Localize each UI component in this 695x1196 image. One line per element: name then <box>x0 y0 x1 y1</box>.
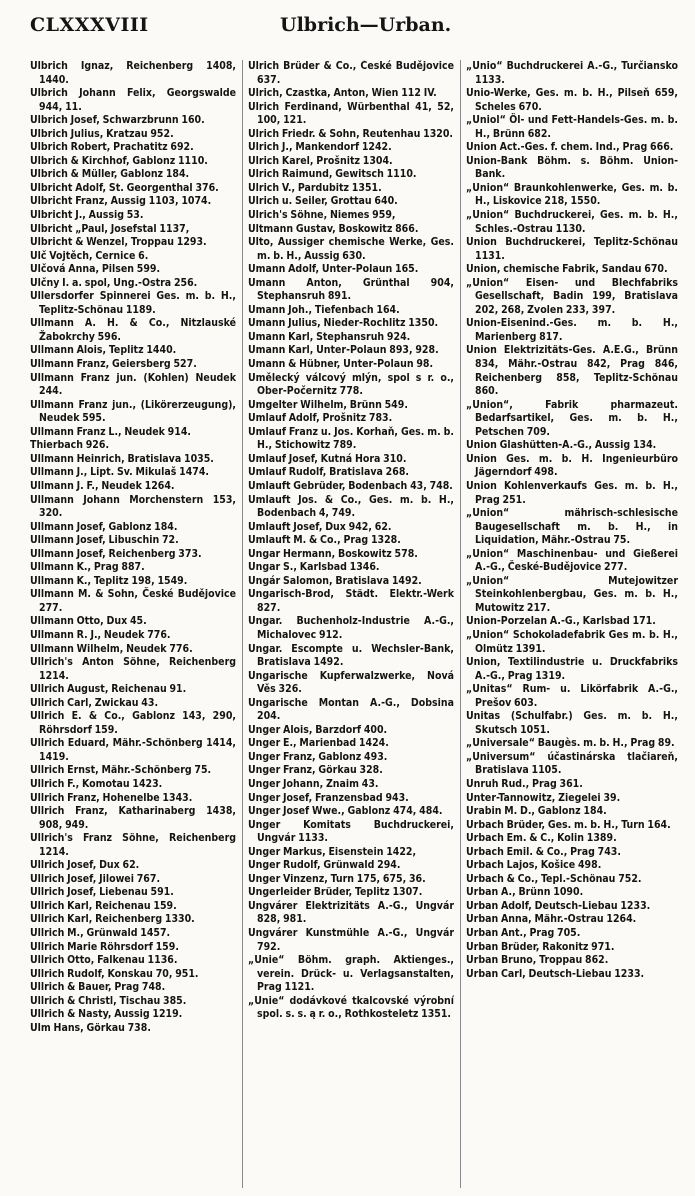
directory-entry: Ungar S., Karlsbad 1346. <box>248 561 380 574</box>
directory-entry: Ultmann Gustav, Boskowitz 866. <box>248 222 419 235</box>
directory-entry: „Union“ Maschinenbau- und Gießerei A.-G., České-Budějovice 277. <box>466 547 678 574</box>
directory-entry: Ullrich Karl, Reichenau 159. <box>30 899 177 912</box>
directory-entry: Umann Julius, Nieder-Rochlitz 1350. <box>248 317 439 330</box>
directory-entry: Ulbrich Julius, Kratzau 952. <box>30 127 174 140</box>
directory-entry: Ulrich's Söhne, Niemes 959, <box>248 209 396 222</box>
directory-entry: Ulrich u. Seiler, Grottau 640. <box>248 195 398 208</box>
directory-entry: Union-Porzelan A.-G., Karlsbad 171. <box>466 615 656 628</box>
directory-entry: Ulbrich Josef, Schwarzbrunn 160. <box>30 114 205 127</box>
directory-entry: Ullrich E. & Co., Gablonz 143, 290, Röhrsdorf 159. <box>30 710 236 736</box>
directory-entry: Ungarische Montan A.-G., Dobsina 204. <box>248 696 454 723</box>
directory-entry: „Union“ Braunkohlenwerke, Ges. m. b. H., Liskovice 218, 1550. <box>466 181 678 208</box>
directory-entry: Ulrich Ferdinand, Würbenthal 41, 52, 100, 121. <box>248 100 454 127</box>
directory-entry: Umann & Hübner, Unter-Polaun 98. <box>248 358 434 371</box>
directory-entry: Ullrich Eduard, Mähr.-Schönberg 1414, 1419. <box>30 737 236 763</box>
directory-entry: „Universum“ účastinárska tlačiareň, Bratislava 1105. <box>466 750 678 777</box>
directory-entry: Ullmann Otto, Dux 45. <box>30 615 147 628</box>
column-divider <box>242 60 243 1188</box>
directory-entry: Ulbrich Johann Felix, Georgswalde 944, 11. <box>30 87 236 113</box>
directory-entry: Ulbricht Franz, Aussig 1103, 1074. <box>30 195 212 208</box>
directory-entry: Union Buchdruckerei, Teplitz-Schönau 1131. <box>466 236 678 262</box>
directory-entry: Unger Alois, Barzdorf 400. <box>248 723 388 736</box>
directory-entry: Union-Bank Böhm. s. Böhm. Union-Bank. <box>466 154 678 181</box>
directory-entry: Umgelter Wilhelm, Brünn 549. <box>248 398 408 411</box>
directory-entry: Urban Adolf, Deutsch-Liebau 1233. <box>466 899 651 912</box>
directory-entry: „Unitas“ Rum- u. Likörfabrik A.-G., Prešov 603. <box>466 683 678 709</box>
directory-entry: Ulč Vojtěch, Cernice 6. <box>30 249 149 262</box>
directory-entry: Ullmann Heinrich, Bratislava 1035. <box>30 452 214 465</box>
directory-entry: Unter-Tannowitz, Ziegelei 39. <box>466 791 621 804</box>
directory-entry: Urban A., Brünn 1090. <box>466 886 584 899</box>
directory-entry: Ulčny I. a. spol, Ung.-Ostra 256. <box>30 276 198 289</box>
directory-entry: Umělecký válcový mlýn, spol s r. o., Ober-Počernitz 778. <box>248 371 454 398</box>
directory-entry: Union Elektrizitäts-Ges. A.E.G., Brünn 834, Mähr.-Ostrau 842, Prag 846, Reichenberg 858, Teplitz-Schönau 860. <box>466 344 678 398</box>
directory-entry: Ulm Hans, Görkau 738. <box>30 1021 151 1034</box>
directory-entry: Ullrich August, Reichenau 91. <box>30 683 187 696</box>
directory-entry: Ullrich F., Komotau 1423. <box>30 777 163 790</box>
directory-entry: Ungvárer Elektrizitäts A.-G., Ungvár 828, 981. <box>248 899 454 926</box>
directory-entry: Umann Karl, Stephansruh 924. <box>248 330 411 343</box>
directory-entry: Urbach & Co., Tepl.-Schönau 752. <box>466 872 642 885</box>
directory-entry: Unger Josef Wwe., Gablonz 474, 484. <box>248 805 443 818</box>
directory-entry: „Union“ Buchdruckerei, Ges. m. b. H., Schles.-Ostrau 1130. <box>466 209 678 235</box>
directory-entry: Union-Eisenind.-Ges. m. b. H., Marienberg 817. <box>466 317 678 343</box>
directory-entry: Unio-Werke, Ges. m. b. H., Pilseň 659, Scheles 670. <box>466 87 678 113</box>
directory-entry: Ullrich's Franz Söhne, Reichenberg 1214. <box>30 832 236 858</box>
directory-entry: Ullmann J., Lipt. Sv. Mikulaš 1474. <box>30 466 210 479</box>
directory-entry: Ullmann Franz, Geiersberg 527. <box>30 358 197 371</box>
directory-entry: Urban Bruno, Troppau 862. <box>466 954 609 967</box>
directory-entry: Ungar. Buchenholz-Industrie A.-G., Michalovec 912. <box>248 615 454 641</box>
directory-entry: Umlauft Gebrüder, Bodenbach 43, 748. <box>248 479 453 492</box>
directory-entry: Thierbach 926. <box>30 439 110 452</box>
directory-entry: Urbach Em. & C., Kolin 1389. <box>466 832 617 845</box>
page-title: Ulbrich—Urban. <box>280 14 452 36</box>
directory-entry: Union Act.-Ges. f. chem. Ind., Prag 666. <box>466 141 674 154</box>
directory-entry: Ullrich Josef, Jilowei 767. <box>30 872 161 885</box>
directory-entry: Ungvárer Kunstmühle A.-G., Ungvár 792. <box>248 927 454 953</box>
directory-entry: Urbach Lajos, Košice 498. <box>466 859 602 872</box>
directory-entry: Ulbrich Ignaz, Reichenberg 1408, 1440. <box>30 60 236 86</box>
directory-entry: Ungar. Escompte u. Wechsler-Bank, Bratislava 1492. <box>248 642 454 669</box>
directory-entry: Unger Rudolf, Grünwald 294. <box>248 859 401 872</box>
directory-entry: Ungár Salomon, Bratislava 1492. <box>248 574 422 587</box>
directory-entry: Umlauf Franz u. Jos. Korhaň, Ges. m. b. H., Stichowitz 789. <box>248 425 454 452</box>
directory-entry: Union Ges. m. b. H. Ingenieurbüro Jägerndorf 498. <box>466 452 678 479</box>
directory-entry: Ullmann M. & Sohn, České Budějovice 277. <box>30 588 236 614</box>
directory-entry: Ullrich & Nasty, Aussig 1219. <box>30 1008 183 1021</box>
directory-entry: Umlauf Rudolf, Bratislava 268. <box>248 466 409 479</box>
directory-entry: Union, chemische Fabrik, Sandau 670. <box>466 263 668 276</box>
directory-entry: Umlauf Josef, Kutná Hora 310. <box>248 452 407 465</box>
directory-entry: Umlauft M. & Co., Prag 1328. <box>248 534 401 547</box>
directory-entry: Ullrich Josef, Liebenau 591. <box>30 886 174 899</box>
directory-entry: Ullrich Rudolf, Konskau 70, 951. <box>30 967 199 980</box>
directory-entry: Unger Markus, Eisenstein 1422, <box>248 845 417 858</box>
directory-entry: Ullmann Johann Morchenstern 153, 320. <box>30 493 236 520</box>
directory-entry: Union Glashütten-A.-G., Aussig 134. <box>466 439 657 452</box>
page-header <box>0 0 695 56</box>
directory-entry: Ulbrich & Kirchhof, Gablonz 1110. <box>30 154 208 167</box>
directory-entry: Urban Ant., Prag 705. <box>466 927 581 939</box>
directory-entry: Ullmann K., Teplitz 198, 1549. <box>30 574 188 587</box>
directory-entry: Ulbricht Adolf, St. Georgenthal 376. <box>30 181 219 194</box>
directory-entry: Urabin M. D., Gablonz 184. <box>466 805 607 818</box>
directory-entry: Ullrich Ernst, Mähr.-Schönberg 75. <box>30 764 212 777</box>
directory-entry: Unger Josef, Franzensbad 943. <box>248 791 409 804</box>
directory-entry: Umann Adolf, Unter-Polaun 165. <box>248 263 419 276</box>
directory-entry: Ullmann K., Prag 887. <box>30 561 145 574</box>
directory-entry: Ullersdorfer Spinnerei Ges. m. b. H., Teplitz-Schönau 1189. <box>30 290 236 316</box>
directory-entry: „Union“ Mutejowitzer Steinkohlenbergbau, Ges. m. b. H., Mutowitz 217. <box>466 574 678 614</box>
directory-entry: Umlauft Jos. & Co., Ges. m. b. H., Bodenbach 4, 749. <box>248 493 454 520</box>
directory-entry: Ullmann Franz L., Neudek 914. <box>30 425 191 438</box>
directory-entry: Umann Joh., Tiefenbach 164. <box>248 303 400 316</box>
directory-entry: Ullmann Josef, Gablonz 184. <box>30 520 178 533</box>
directory-entry: Ullrich M., Grünwald 1457. <box>30 927 171 939</box>
directory-entry: Ulbrich Robert, Prachatitz 692. <box>30 141 194 154</box>
directory-entry: Ungarisch-Brod, Städt. Elektr.-Werk 827. <box>248 588 454 614</box>
directory-entry: „Union“, Fabrik pharmazeut. Bedarfsartikel, Ges. m. b. H., Petschen 709. <box>466 398 678 438</box>
directory-entry: Urbach Brüder, Ges. m. b. H., Turn 164. <box>466 818 671 831</box>
directory-entry: Ullrich Josef, Dux 62. <box>30 859 140 872</box>
directory-entry: „Universale“ Baugès. m. b. H., Prag 89. <box>466 737 675 750</box>
directory-entry: Ullrich Franz, Hohenelbe 1343. <box>30 791 193 804</box>
directory-entry: Unruh Rud., Prag 361. <box>466 777 583 790</box>
directory-entry: Urban Anna, Mähr.-Ostrau 1264. <box>466 913 637 926</box>
directory-entry: Ulčová Anna, Pilsen 599. <box>30 263 161 276</box>
column-2 <box>248 60 454 1188</box>
directory-entry: Ullmann Wilhelm, Neudek 776. <box>30 642 193 655</box>
directory-entry: Ullrich & Bauer, Prag 748. <box>30 981 166 994</box>
directory-entry: „Unie“ dodávkové tkalcovské výrobní spol. s. s. ą r. o., Rothkosteletz 1351. <box>248 994 454 1021</box>
directory-entry: Umann Karl, Unter-Polaun 893, 928. <box>248 344 439 357</box>
directory-entry: Urban Carl, Deutsch-Liebau 1233. <box>466 967 645 980</box>
directory-entry: Ulrich Friedr. & Sohn, Reutenhau 1320. <box>248 127 454 140</box>
directory-entry: Ullmann Alois, Teplitz 1440. <box>30 344 177 357</box>
directory-entry: Ullmann Josef, Reichenberg 373. <box>30 547 202 560</box>
directory-entry: „Union“ mährisch-schlesische Baugesellschaft m. b. H., in Liquidation, Mähr.-Ostrau 75. <box>466 507 678 547</box>
directory-entry: „Union“ Eisen- und Blechfabriks Gesellschaft, Badin 199, Bratislava 202, 268, Zvolen 233, 397. <box>466 276 678 316</box>
column-1 <box>30 60 236 1188</box>
column-3 <box>466 60 678 1188</box>
directory-entry: „Unio“ Buchdruckerei A.-G., Turčiansko 1133. <box>466 60 678 86</box>
directory-entry: Unger E., Marienbad 1424. <box>248 737 389 750</box>
directory-entry: „Union“ Schokoladefabrik Ges m. b. H., Olmütz 1391. <box>466 628 678 655</box>
directory-entry: Ullmann R. J., Neudek 776. <box>30 628 171 641</box>
directory-entry: Ulbrich & Müller, Gablonz 184. <box>30 168 190 181</box>
directory-entry: Ullrich Franz, Katharinaberg 1438, 908, 949. <box>30 805 236 831</box>
directory-entry: Ulto, Aussiger chemische Werke, Ges. m. b. H., Aussig 630. <box>248 236 454 262</box>
directory-entry: Ullmann Franz jun., (Likörerzeugung), Neudek 595. <box>30 398 236 425</box>
directory-entry: Ulrich Karel, Prošnitz 1304. <box>248 154 393 167</box>
directory-entry: Ulrich V., Pardubitz 1351. <box>248 181 382 194</box>
directory-entry: Ullmann Franz jun. (Kohlen) Neudek 244. <box>30 371 236 398</box>
directory-entry: Ulrich, Czastka, Anton, Wien 112 IV. <box>248 87 437 100</box>
directory-entry: Unger Johann, Znaim 43. <box>248 777 379 790</box>
directory-entry: Ulrich J., Mankendorf 1242. <box>248 141 392 154</box>
directory-entry: Umann Anton, Grünthal 904, Stephansruh 891. <box>248 276 454 303</box>
directory-entry: Ulrich Brüder & Co., České Budějovice 637. <box>248 60 454 86</box>
directory-entry: Urban Brüder, Rakonitz 971. <box>466 940 615 953</box>
directory-entry: Ulbricht J., Aussig 53. <box>30 209 144 222</box>
directory-entry: Unger Komitats Buchdruckerei, Ungvár 1133. <box>248 818 454 845</box>
directory-entry: Ulrich Raimund, Gewitsch 1110. <box>248 168 417 181</box>
directory-entry: Ullrich Marie Röhrsdorf 159. <box>30 940 179 953</box>
directory-entry: Unger Vinzenz, Turn 175, 675, 36. <box>248 872 426 885</box>
directory-entry: Ungar Hermann, Boskowitz 578. <box>248 547 418 560</box>
column-divider <box>460 60 461 1188</box>
directory-entry: Unger Franz, Gablonz 493. <box>248 750 388 763</box>
directory-entry: Ulbricht & Wenzel, Troppau 1293. <box>30 236 207 249</box>
directory-entry: „Uniol“ Öl- und Fett-Handels-Ges. m. b. H., Brünn 682. <box>466 114 678 140</box>
directory-entry: Ungerleider Brüder, Teplitz 1307. <box>248 886 423 899</box>
directory-entry: Unger Franz, Görkau 328. <box>248 764 383 777</box>
directory-entry: Union, Textilindustrie u. Druckfabriks A.-G., Prag 1319. <box>466 656 678 682</box>
directory-entry: Ullmann A. H. & Co., Nitzlauské Žabokrchy 596. <box>30 317 236 343</box>
directory-entry: Ullrich Karl, Reichenberg 1330. <box>30 913 195 926</box>
directory-columns <box>30 60 680 1188</box>
directory-entry: Ulbricht „Paul, Josefstal 1137, <box>30 222 190 235</box>
page-number: CLXXXVIII <box>30 14 149 36</box>
directory-entry: Ullrich's Anton Söhne, Reichenberg 1214. <box>30 656 236 682</box>
directory-entry: Union Kohlenverkaufs Ges. m. b. H., Prag 251. <box>466 479 678 506</box>
directory-entry: Umlauft Josef, Dux 942, 62. <box>248 520 392 533</box>
directory-entry: Ungarische Kupferwalzwerke, Nová Věs 326. <box>248 669 454 696</box>
directory-entry: Ullmann Josef, Libuschin 72. <box>30 534 179 547</box>
directory-entry: Ullrich Carl, Zwickau 43. <box>30 696 159 709</box>
directory-entry: „Unie“ Böhm. graph. Aktienges., verein. Drück- u. Verlagsanstalten, Prag 1121. <box>248 954 454 994</box>
directory-entry: Umlauf Adolf, Prošnitz 783. <box>248 412 393 425</box>
directory-entry: Ullrich & Christl, Tischau 385. <box>30 994 187 1007</box>
directory-entry: Unitas (Schulfabr.) Ges. m. b. H., Skutsch 1051. <box>466 710 678 736</box>
directory-entry: Urbach Emil. & Co., Prag 743. <box>466 845 621 858</box>
directory-entry: Ullmann J. F., Neudek 1264. <box>30 479 175 492</box>
directory-entry: Ullrich Otto, Falkenau 1136. <box>30 954 178 967</box>
